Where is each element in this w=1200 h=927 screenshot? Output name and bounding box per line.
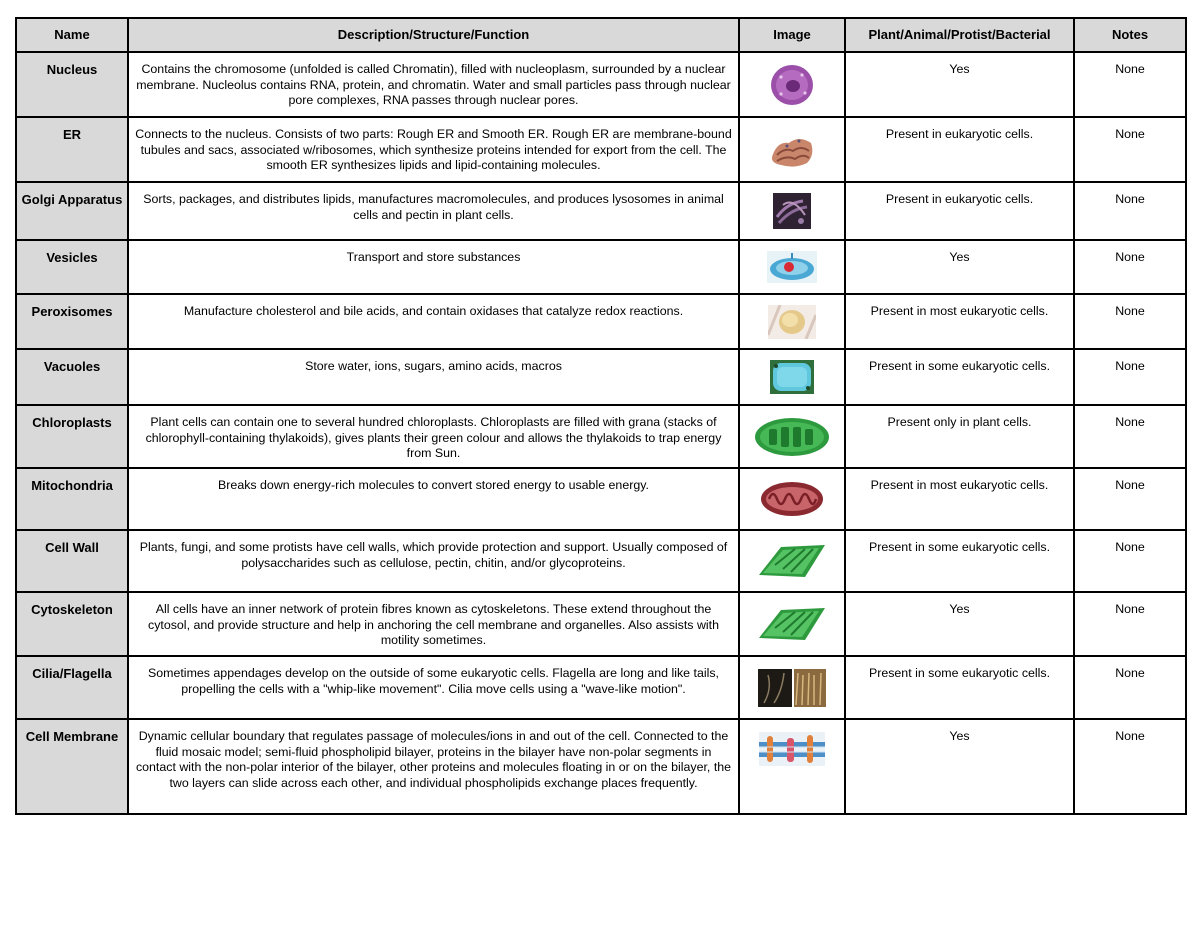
row-kind: Yes	[845, 240, 1074, 294]
row-description: All cells have an inner network of protein fibres known as cytoskeletons. These extend throughout the cytosol, and provide structure and help in anchoring the cell membrane and organelles. Also assists with motility sometimes.	[128, 592, 739, 656]
row-notes: None	[1074, 117, 1186, 182]
row-description: Transport and store substances	[128, 240, 739, 294]
row-notes: None	[1074, 405, 1186, 468]
row-kind: Yes	[845, 592, 1074, 656]
row-name: Vacuoles	[16, 349, 128, 405]
row-description: Plants, fungi, and some protists have cell walls, which provide protection and support. Usually composed of polysaccharides such as cellulose, pectin, chitin, and/or glycoproteins.	[128, 530, 739, 592]
row-notes: None	[1074, 468, 1186, 530]
row-name: Vesicles	[16, 240, 128, 294]
row-notes: None	[1074, 240, 1186, 294]
organelle-table	[15, 17, 1187, 815]
row-kind: Present in some eukaryotic cells.	[845, 349, 1074, 405]
row-notes: None	[1074, 592, 1186, 656]
nucleus-image	[769, 63, 815, 107]
golgi-image	[773, 193, 811, 229]
row-name: Cytoskeleton	[16, 592, 128, 656]
row-description: Manufacture cholesterol and bile acids, and contain oxidases that catalyze redox reactions.	[128, 294, 739, 349]
row-name: Peroxisomes	[16, 294, 128, 349]
cytoskeleton-image	[755, 602, 829, 646]
mitochondria-image	[759, 479, 825, 519]
row-notes: None	[1074, 52, 1186, 117]
row-notes: None	[1074, 349, 1186, 405]
row-kind: Present in some eukaryotic cells.	[845, 656, 1074, 719]
table-row	[16, 349, 1186, 405]
row-name: ER	[16, 117, 128, 182]
row-kind: Present in most eukaryotic cells.	[845, 294, 1074, 349]
row-description: Breaks down energy-rich molecules to convert stored energy to usable energy.	[128, 468, 739, 530]
row-description: Store water, ions, sugars, amino acids, macros	[128, 349, 739, 405]
table-row	[16, 405, 1186, 468]
row-description: Contains the chromosome (unfolded is called Chromatin), filled with nucleoplasm, surrounded by a nuclear membrane. Nucleolus contains RNA, protein, and chromatin. Water and small particles pass through nuclear pore complexes, RNA passes through nuclear pores.	[128, 52, 739, 117]
table-row	[16, 294, 1186, 349]
row-description: Dynamic cellular boundary that regulates passage of molecules/ions in and out of the cell. Connected to the fluid mosaic model; semi-fluid phospholipid bilayer, proteins in the bilayer have non-polar segments in contact with the non-polar interior of the bilayer, other proteins and molecules floating in or on the bilayer, the two layers can slide across each other, and individual phospholipids exchange places frequently.	[128, 719, 739, 814]
row-name: Mitochondria	[16, 468, 128, 530]
vesicle-image	[767, 251, 817, 283]
row-notes: None	[1074, 530, 1186, 592]
row-description: Plant cells can contain one to several hundred chloroplasts. Chloroplasts are filled with grana (stacks of chlorophyll-containing thylakoids), gives plants their green colour and allows the thylakoids to trap energy from Sun.	[128, 405, 739, 468]
table-row	[16, 530, 1186, 592]
table-row	[16, 656, 1186, 719]
row-kind: Present in eukaryotic cells.	[845, 117, 1074, 182]
row-name: Cell Membrane	[16, 719, 128, 814]
table-row	[16, 182, 1186, 240]
table-row	[16, 592, 1186, 656]
header-description: Description/Structure/Function	[128, 18, 739, 52]
row-kind: Present in most eukaryotic cells.	[845, 468, 1074, 530]
cell-wall-image	[755, 539, 829, 583]
row-notes: None	[1074, 719, 1186, 814]
row-kind: Present only in plant cells.	[845, 405, 1074, 468]
row-kind: Yes	[845, 52, 1074, 117]
table-row	[16, 468, 1186, 530]
header-name: Name	[16, 18, 128, 52]
row-kind: Present in some eukaryotic cells.	[845, 530, 1074, 592]
chloroplast-image	[753, 416, 831, 458]
peroxisome-image	[768, 305, 816, 339]
table-row	[16, 52, 1186, 117]
row-name: Cell Wall	[16, 530, 128, 592]
table-row	[16, 719, 1186, 814]
row-notes: None	[1074, 182, 1186, 240]
header-image: Image	[739, 18, 845, 52]
table-row	[16, 240, 1186, 294]
row-name: Nucleus	[16, 52, 128, 117]
er-image	[769, 131, 815, 169]
cilia-image	[758, 669, 826, 707]
cell-membrane-image	[759, 732, 825, 766]
header-notes: Notes	[1074, 18, 1186, 52]
row-description: Sorts, packages, and distributes lipids, manufactures macromolecules, and produces lysosomes in animal cells and pectin in plant cells.	[128, 182, 739, 240]
table-row	[16, 117, 1186, 182]
row-name: Golgi Apparatus	[16, 182, 128, 240]
vacuole-image	[770, 360, 814, 394]
row-kind: Yes	[845, 719, 1074, 814]
row-name: Chloroplasts	[16, 405, 128, 468]
row-name: Cilia/Flagella	[16, 656, 128, 719]
row-kind: Present in eukaryotic cells.	[845, 182, 1074, 240]
row-description: Connects to the nucleus. Consists of two parts: Rough ER and Smooth ER. Rough ER are membrane-bound tubules and sacs, associated w/ribosomes, which synthesize proteins intended for export from the cell. The smooth ER synthesizes lipids and lipid-containing molecules.	[128, 117, 739, 182]
row-description: Sometimes appendages develop on the outside of some eukaryotic cells. Flagella are long and like tails, propelling the cells with a "whip-like movement". Cilia move cells using a "wave-like motion".	[128, 656, 739, 719]
header-kind: Plant/Animal/Protist/Bacterial	[845, 18, 1074, 52]
row-notes: None	[1074, 656, 1186, 719]
header-row	[16, 18, 1186, 52]
row-notes: None	[1074, 294, 1186, 349]
